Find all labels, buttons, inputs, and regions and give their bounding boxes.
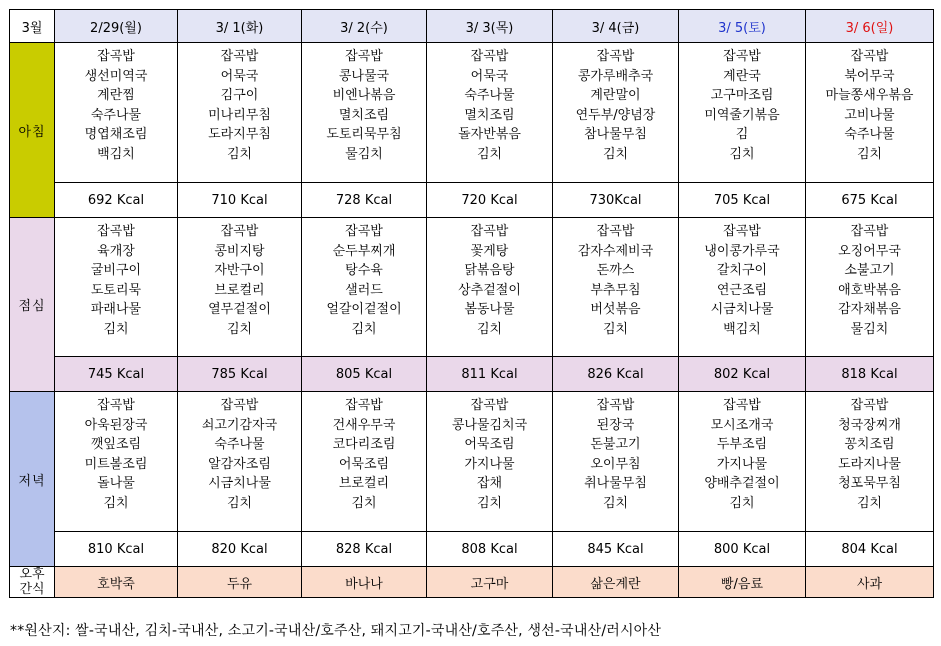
lunch-menu-row: [10, 218, 934, 357]
menu-item: 오징어무국: [838, 243, 901, 259]
menu-item: 브로컬리: [214, 282, 265, 298]
breakfast-kcal-cell: 692 Kcal: [55, 183, 178, 218]
menu-item: 숙주나물: [464, 88, 515, 103]
snack-label: [10, 567, 55, 598]
menu-item: 생선미역국: [84, 68, 148, 84]
menu-item: 애호박볶음: [838, 282, 901, 298]
menu-item: 열무겉절이: [208, 302, 271, 317]
lunch-menu-cell: [55, 218, 178, 357]
breakfast-menu-cell: [679, 43, 806, 183]
menu-item: 김치: [856, 146, 883, 162]
menu-item: 콩가루배추국: [577, 68, 654, 84]
menu-item: 잡곡밥: [850, 224, 889, 239]
menu-item: 물김치: [345, 146, 383, 162]
menu-item: 숙주나물: [90, 107, 142, 123]
menu-item: 김치: [476, 146, 503, 162]
menu-item: 돌나물: [97, 476, 135, 491]
menu-item: 잡곡밥: [470, 398, 509, 413]
menu-item: 얼갈이겉절이: [326, 302, 402, 317]
menu-item: 양배추겉절이: [704, 476, 780, 491]
menu-item: 물김치: [850, 321, 889, 337]
menu-item: 꽃게탕: [470, 243, 509, 259]
menu-item: 봄동나물: [464, 302, 515, 317]
menu-item: 김치: [602, 321, 629, 337]
menu-item: 상추겉절이: [458, 282, 521, 298]
breakfast-menu-cell: [806, 43, 934, 183]
menu-item: 잡채: [476, 476, 503, 491]
menu-item: 참나물무침: [584, 127, 647, 142]
menu-item: 잡곡밥: [345, 398, 383, 413]
menu-item: 고비나물: [844, 107, 895, 123]
day-header: 3/ 4(금): [553, 10, 679, 43]
menu-item: 두부조림: [716, 437, 768, 452]
day-header: 3/ 1(화): [178, 10, 302, 43]
lunch-menu-cell: [302, 218, 427, 357]
lunch-kcal-row: [10, 357, 934, 392]
menu-item: 잡곡밥: [850, 398, 889, 413]
menu-item: 잡곡밥: [97, 398, 135, 413]
menu-item: 김치: [729, 495, 755, 511]
menu-item: 잡곡밥: [723, 49, 761, 64]
dinner-kcal-cell: 804 Kcal: [806, 532, 934, 567]
day-header: 3/ 3(목): [427, 10, 553, 43]
dinner-kcal-cell: 800 Kcal: [679, 532, 806, 567]
menu-item: 김구이: [220, 88, 259, 103]
menu-item: 갈치구이: [716, 263, 768, 278]
lunch-kcal-cell: 745 Kcal: [55, 357, 178, 392]
menu-item: 백김치: [723, 321, 761, 337]
menu-item: 미트볼조림: [84, 456, 148, 472]
breakfast-kcal-row: [10, 183, 934, 218]
menu-item: 부추무침: [590, 282, 641, 298]
menu-item: 잡곡밥: [345, 224, 383, 239]
menu-item: 김치: [226, 321, 253, 337]
breakfast-menu-cell: [553, 43, 679, 183]
snack-cell: 빵/음료: [679, 567, 806, 598]
menu-item: 숙주나물: [214, 437, 265, 452]
menu-item: 잡곡밥: [850, 49, 889, 64]
breakfast-menu-cell: [302, 43, 427, 183]
menu-item: 연두부/양념장: [575, 107, 656, 123]
menu-item: 깻잎조림: [90, 437, 142, 452]
menu-item: 어묵조림: [338, 456, 390, 472]
breakfast-menu-cell: [178, 43, 302, 183]
snack-cell: 바나나: [302, 567, 427, 598]
dinner-menu-cell: [553, 392, 679, 532]
lunch-kcal-cell: 805 Kcal: [302, 357, 427, 392]
menu-item: 잡곡밥: [596, 224, 635, 239]
menu-item: 콩나물국: [338, 68, 390, 84]
dinner-kcal-cell: 845 Kcal: [553, 532, 679, 567]
weekly-menu-table: [9, 9, 934, 598]
menu-item: 어묵조림: [464, 437, 515, 452]
header-row: [10, 10, 934, 43]
menu-item: 꽁치조림: [844, 437, 895, 452]
snack-cell: 고구마: [427, 567, 553, 598]
breakfast-kcal-cell: 705 Kcal: [679, 183, 806, 218]
breakfast-kcal-cell: 720 Kcal: [427, 183, 553, 218]
dinner-label: 저녁: [10, 392, 55, 567]
menu-item: 김치: [476, 321, 503, 337]
snack-label-line1: 오후: [19, 567, 45, 582]
origin-note: **원산지: 쌀-국내산, 김치-국내산, 소고기-국내산/호주산, 돼지고기-국내산/호주산, 생선-국내산/러시아산: [10, 623, 662, 639]
menu-item: 버섯볶음: [590, 302, 641, 317]
menu-item: 잡곡밥: [470, 224, 509, 239]
menu-item: 김치: [226, 495, 253, 511]
lunch-kcal-cell: 802 Kcal: [679, 357, 806, 392]
dinner-kcal-cell: 810 Kcal: [55, 532, 178, 567]
menu-item: 북어무국: [844, 68, 895, 84]
breakfast-menu-cell: [55, 43, 178, 183]
menu-item: 샐러드: [345, 282, 383, 298]
lunch-menu-cell: [178, 218, 302, 357]
dinner-menu-cell: [55, 392, 178, 532]
lunch-menu-cell: [806, 218, 934, 357]
menu-item: 아욱된장국: [84, 417, 148, 433]
menu-item: 청포묵무침: [838, 476, 901, 491]
menu-item: 오이무침: [590, 456, 641, 472]
menu-item: 연근조림: [716, 282, 768, 298]
lunch-kcal-cell: 811 Kcal: [427, 357, 553, 392]
breakfast-kcal-cell: 728 Kcal: [302, 183, 427, 218]
day-header: 2/29(월): [55, 10, 178, 43]
menu-item: 도라지무침: [208, 127, 271, 142]
breakfast-menu-cell: [427, 43, 553, 183]
menu-item: 건새우무국: [332, 417, 396, 433]
menu-item: 잡곡밥: [97, 49, 135, 64]
menu-item: 감자채볶음: [838, 302, 901, 317]
menu-item: 알감자조림: [208, 456, 271, 472]
snack-row: [10, 567, 934, 598]
menu-item: 소불고기: [844, 263, 895, 278]
dinner-kcal-cell: 808 Kcal: [427, 532, 553, 567]
breakfast-kcal-cell: 675 Kcal: [806, 183, 934, 218]
menu-item: 돈불고기: [590, 437, 641, 452]
breakfast-kcal-cell: 730Kcal: [553, 183, 679, 218]
menu-item: 김치: [103, 321, 129, 337]
menu-item: 닭볶음탕: [464, 263, 515, 278]
menu-item: 콩나물김치국: [451, 417, 528, 433]
menu-item: 백김치: [97, 146, 135, 162]
menu-item: 굴비구이: [90, 263, 142, 278]
menu-item: 김치: [729, 146, 755, 162]
menu-item: 도토리묵무침: [326, 127, 402, 142]
menu-item: 김치: [351, 495, 377, 511]
dinner-kcal-cell: 828 Kcal: [302, 532, 427, 567]
menu-item: 시금치나물: [208, 476, 271, 491]
menu-item: 청국장찌개: [838, 417, 901, 433]
dinner-menu-cell: [178, 392, 302, 532]
menu-item: 계란말이: [590, 88, 641, 103]
menu-item: 김치: [602, 495, 629, 511]
snack-cell: 두유: [178, 567, 302, 598]
menu-item: 탕수육: [345, 263, 383, 278]
snack-cell: 사과: [806, 567, 934, 598]
menu-item: 순두부찌개: [332, 243, 396, 259]
lunch-kcal-cell: 785 Kcal: [178, 357, 302, 392]
menu-item: 김치: [103, 495, 129, 511]
menu-item: 김치: [351, 321, 377, 337]
lunch-label: 점심: [10, 218, 55, 392]
menu-item: 마늘쫑새우볶음: [825, 88, 914, 103]
day-header-saturday: 3/ 5(토): [679, 10, 806, 43]
menu-item: 취나물무침: [584, 476, 647, 491]
menu-item: 잡곡밥: [220, 224, 259, 239]
menu-item: 파래나물: [90, 302, 142, 317]
dinner-kcal-row: [10, 532, 934, 567]
menu-item: 쇠고기감자국: [201, 417, 278, 433]
menu-item: 모시조개국: [710, 417, 774, 433]
menu-item: 잡곡밥: [723, 224, 761, 239]
lunch-kcal-cell: 818 Kcal: [806, 357, 934, 392]
menu-item: 계란찜: [97, 88, 135, 103]
menu-item: 명엽채조림: [84, 127, 148, 142]
menu-item: 감자수제비국: [577, 243, 654, 259]
dinner-menu-row: [10, 392, 934, 532]
menu-item: 계란국: [723, 68, 761, 84]
breakfast-kcal-cell: 710 Kcal: [178, 183, 302, 218]
menu-item: 코다리조림: [332, 437, 396, 452]
menu-item: 멸치조림: [464, 107, 515, 123]
snack-label-line2: 간식: [19, 582, 45, 597]
menu-item: 시금치나물: [710, 302, 774, 317]
menu-item: 숙주나물: [844, 127, 895, 142]
menu-item: 자반구이: [214, 263, 265, 278]
breakfast-menu-row: [10, 43, 934, 183]
breakfast-label: 아침: [10, 43, 55, 218]
menu-item: 멸치조림: [338, 107, 390, 123]
menu-item: 잡곡밥: [220, 398, 259, 413]
lunch-menu-cell: [553, 218, 679, 357]
menu-item: 잡곡밥: [345, 49, 383, 64]
menu-item: 잡곡밥: [596, 398, 635, 413]
snack-cell: 삶은계란: [553, 567, 679, 598]
menu-item: 도라지나물: [838, 456, 901, 472]
lunch-kcal-cell: 826 Kcal: [553, 357, 679, 392]
day-header: 3/ 2(수): [302, 10, 427, 43]
menu-item: 김치: [226, 146, 253, 162]
menu-item: 어묵국: [470, 68, 509, 84]
month-label: 3월: [10, 10, 55, 43]
menu-item: 가지나물: [464, 456, 515, 472]
day-header-sunday: 3/ 6(일): [806, 10, 934, 43]
snack-cell: 호박죽: [55, 567, 178, 598]
menu-item: 미나리무침: [208, 107, 271, 123]
menu-item: 고구마조림: [710, 88, 774, 103]
menu-item: 잡곡밥: [470, 49, 509, 64]
menu-item: 김: [735, 127, 749, 142]
menu-item: 김치: [856, 495, 883, 511]
menu-item: 돌자반볶음: [458, 127, 521, 142]
menu-item: 잡곡밥: [97, 224, 135, 239]
dinner-menu-cell: [679, 392, 806, 532]
menu-item: 돈까스: [596, 263, 635, 278]
menu-item: 가지나물: [716, 456, 768, 472]
menu-item: 브로컬리: [338, 476, 390, 491]
menu-item: 된장국: [596, 417, 635, 433]
dinner-menu-cell: [302, 392, 427, 532]
menu-item: 김치: [476, 495, 503, 511]
dinner-menu-cell: [427, 392, 553, 532]
lunch-menu-cell: [427, 218, 553, 357]
menu-item: 김치: [602, 146, 629, 162]
menu-item: 잡곡밥: [220, 49, 259, 64]
menu-item: 콩비지탕: [214, 243, 265, 259]
menu-item: 냉이콩가루국: [704, 243, 780, 259]
dinner-menu-cell: [806, 392, 934, 532]
dinner-kcal-cell: 820 Kcal: [178, 532, 302, 567]
menu-item: 비엔나볶음: [332, 88, 396, 103]
menu-item: 잡곡밥: [723, 398, 761, 413]
menu-item: 미역줄기볶음: [704, 107, 780, 123]
menu-item: 잡곡밥: [596, 49, 635, 64]
menu-item: 어묵국: [220, 68, 259, 84]
lunch-menu-cell: [679, 218, 806, 357]
menu-item: 육개장: [97, 243, 135, 259]
menu-item: 도토리묵: [90, 282, 142, 298]
